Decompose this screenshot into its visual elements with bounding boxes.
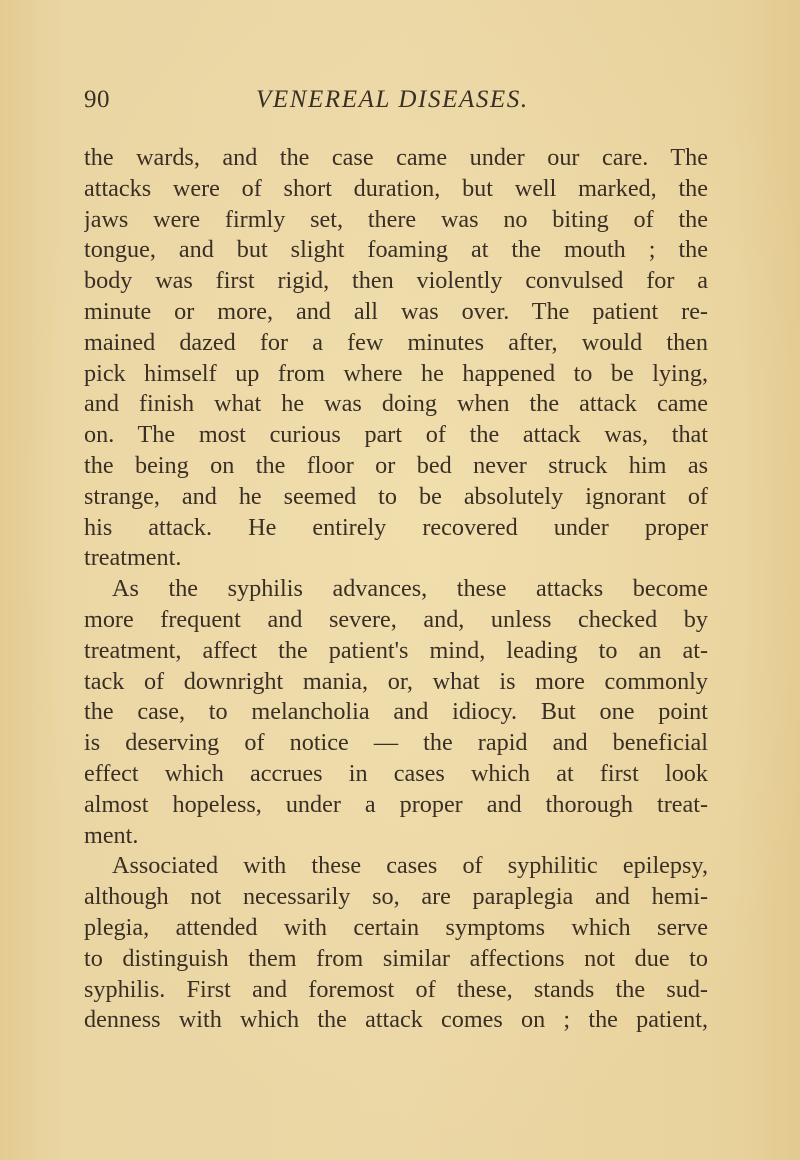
- text-line: more frequent and severe, and, unless checked by: [84, 605, 708, 633]
- text-line: is deserving of notice — the rapid and beneficial: [84, 729, 708, 757]
- text-line: effect which accrues in cases which at first look: [84, 759, 708, 787]
- text-line: jaws were firmly set, there was no biting of the: [84, 205, 708, 233]
- text-line: almost hopeless, under a proper and thorough treat-: [84, 790, 708, 818]
- text-line: treatment, affect the patient's mind, leading to an at-: [84, 636, 708, 664]
- text-line: minute or more, and all was over. The patient re-: [84, 297, 708, 325]
- page-header: [0, 86, 800, 120]
- text-line: tack of downright mania, or, what is more commonly: [84, 667, 708, 695]
- text-line: body was first rigid, then violently convulsed for a: [84, 267, 708, 295]
- text-line: on. The most curious part of the attack was, that: [84, 421, 708, 449]
- text-line: tongue, and but slight foaming at the mouth ; the: [84, 236, 708, 264]
- text-line: strange, and he seemed to be absolutely ignorant of: [84, 482, 708, 510]
- text-line: his attack. He entirely recovered under proper: [84, 513, 708, 541]
- text-line: although not necessarily so, are paraplegia and hemi-: [84, 883, 708, 911]
- text-line: syphilis. First and foremost of these, stands the sud-: [84, 975, 708, 1003]
- text-line: plegia, attended with certain symptoms which serve: [84, 913, 708, 941]
- text-line: denness with which the attack comes on ; the patient,: [84, 1006, 708, 1034]
- text-line: the being on the floor or bed never struck him as: [84, 451, 708, 479]
- text-line: pick himself up from where he happened to be lying,: [84, 359, 708, 387]
- text-line: ment.: [84, 821, 139, 849]
- body-text: [84, 143, 708, 1036]
- text-line: mained dazed for a few minutes after, would then: [84, 328, 708, 356]
- text-line: and finish what he was doing when the attack came: [84, 390, 708, 418]
- running-head: VENEREAL DISEASES.: [256, 86, 529, 113]
- text-line: the case, to melancholia and idiocy. But one point: [84, 698, 708, 726]
- page-number: 90: [84, 86, 110, 113]
- text-line: to distinguish them from similar affections not due to: [84, 944, 708, 972]
- text-line: attacks were of short duration, but well marked, the: [84, 174, 708, 202]
- text-line: treatment.: [84, 544, 182, 572]
- paragraph-start-line: As the syphilis advances, these attacks become: [112, 575, 708, 603]
- text-line: the wards, and the case came under our care. The: [84, 144, 708, 171]
- paragraph-start-line: Associated with these cases of syphilitic epilepsy,: [112, 852, 708, 880]
